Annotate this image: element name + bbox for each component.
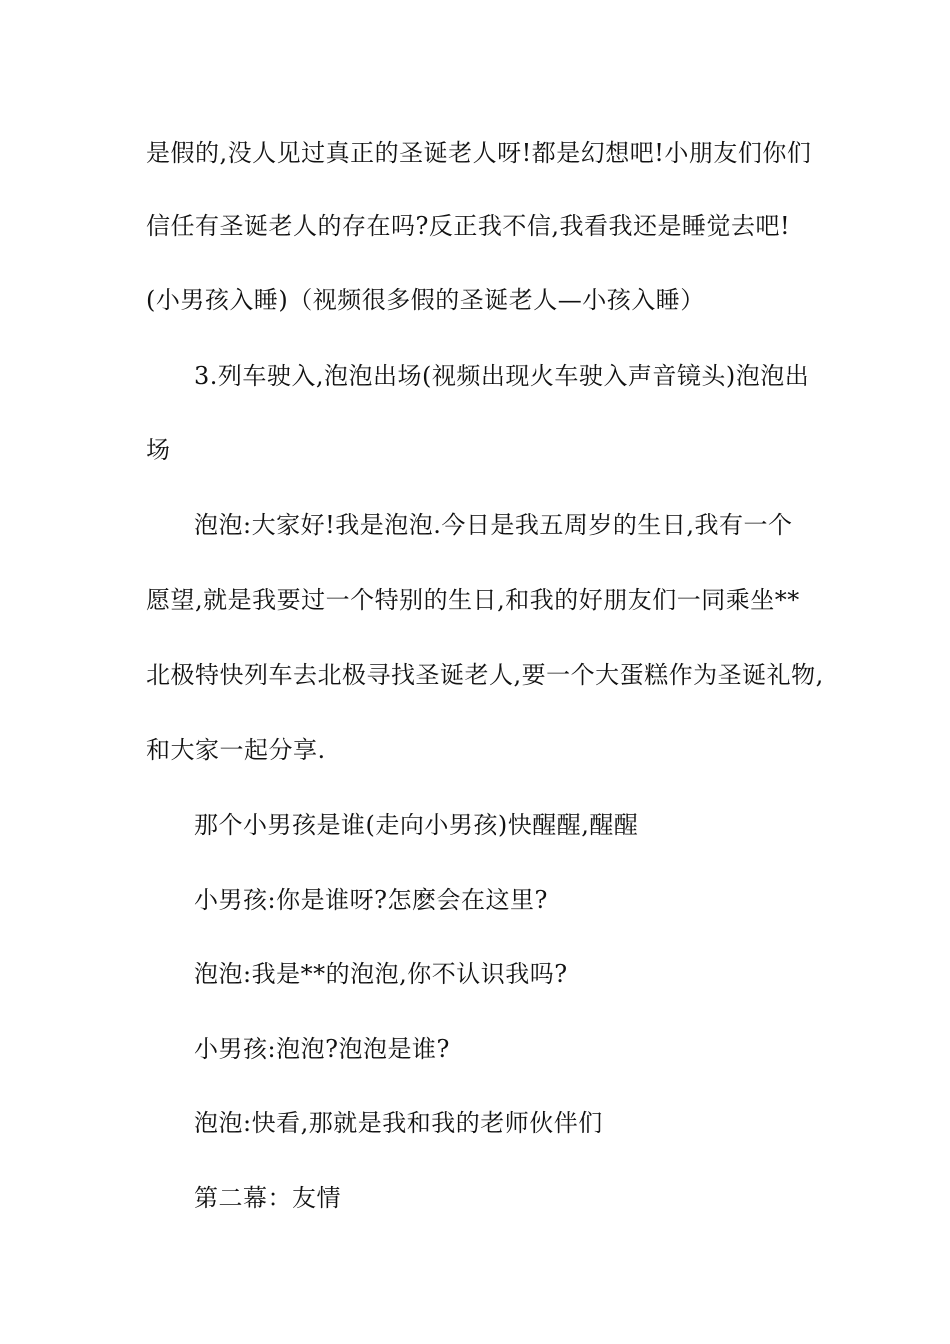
text-line: 和大家一起分享. <box>146 736 326 764</box>
text-line: 是假的,没人见过真正的圣诞老人呀!都是幻想吧!小朋友们你们 <box>146 139 812 167</box>
section-heading: 第二幕：友情 <box>194 1184 341 1212</box>
dialogue-line: 小男孩:你是谁呀?怎麽会在这里? <box>194 886 548 914</box>
text-line: (小男孩入睡)（视频很多假的圣诞老人—小孩入睡） <box>146 286 705 314</box>
dialogue-line: 泡泡:大家好!我是泡泡.今日是我五周岁的生日,我有一个 <box>194 511 793 539</box>
text-line: 愿望,就是我要过一个特别的生日,和我的好朋友们一同乘坐** <box>146 586 800 614</box>
text-line: 信任有圣诞老人的存在吗?反正我不信,我看我还是睡觉去吧! <box>146 212 791 240</box>
dialogue-line: 那个小男孩是谁(走向小男孩)快醒醒,醒醒 <box>194 811 639 839</box>
text-line: 场 <box>146 436 171 464</box>
dialogue-line: 泡泡:我是**的泡泡,你不认识我吗? <box>194 960 568 988</box>
dialogue-line: 小男孩:泡泡?泡泡是谁? <box>194 1035 450 1063</box>
text-line: 北极特快列车去北极寻找圣诞老人,要一个大蛋糕作为圣诞礼物, <box>146 661 824 689</box>
dialogue-line: 泡泡:快看,那就是我和我的老师伙伴们 <box>194 1109 603 1137</box>
paragraph-start-line: 3.列车驶入,泡泡出场(视频出现火车驶入声音镜头)泡泡出 <box>194 362 810 390</box>
